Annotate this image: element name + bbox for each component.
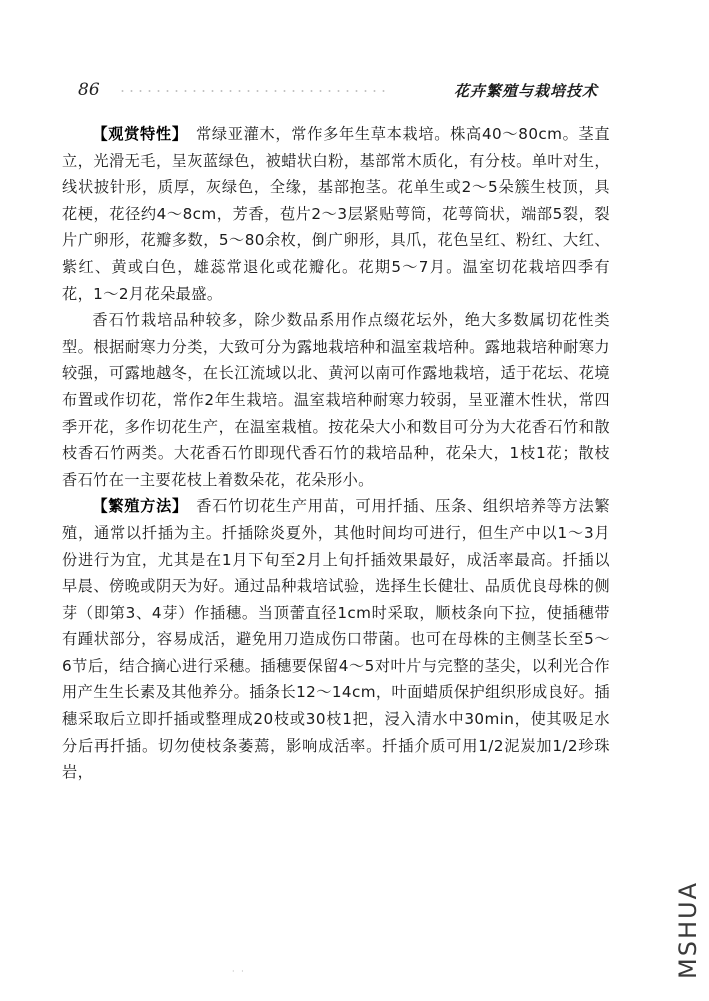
paragraph-text: 香石竹切花生产用苗，可用扦插、压条、组织培养等方法繁殖，通常以扦插为主。扦插除炎夏外，其他时间均可进行，但生产中以1～3月份进行为宜，尤其是在1月下旬至2月上旬扦插效果最好，成活率最高。扦插以早晨、傍晚或阴天为好。通过品种栽培试验，选择生长健壮、品质优良母株的侧芽（即第3、4芽）作插穗。当顶蕾直径1cm时采取，顺枝条向下拉，使插穗带有踵状部分，容易成活，避免用刀造成伤口带菌。也可在母株的主侧茎长至5～6节后，结合摘心进行采穗。插穗要保留4～5对叶片与完整的茎尖，以利光合作用产生生长素及其他养分。插条长12～14cm，叶面蜡质保护组织形成良好。插穗采取后立即扦插或整理成20枝或30枝1把，浸入清水中30min，使其吸足水分后再扦插。切勿使枝条萎蔫，影响成活率。扦插介质可用1/2泥炭加1/2珍珠岩，	[62, 497, 610, 782]
header-dot-rule	[118, 88, 388, 94]
running-title: 花卉繁殖与栽培技术	[453, 82, 598, 100]
page-number: 86	[78, 80, 100, 100]
watermark: MSHUA	[674, 881, 702, 979]
paragraph-text: 香石竹栽培品种较多，除少数品系用作点缀花坛外，绝大多数属切花性类型。根据耐寒力分类，大致可分为露地栽培种和温室栽培种。露地栽培种耐寒力较强，可露地越冬，在长江流域以北、黄河以南可作露地栽培，适于花坛、花境布置或作切花，常作2年生栽培。温室栽培种耐寒力较弱，呈亚灌木性状，常四季开花，多作切花生产，在温室栽植。按花朵大小和数目可分为大花香石竹和散枝香石竹两类。大花香石竹即现代香石竹的栽培品种，花朵大，1枝1花；散枝香石竹在一主要花枝上着数朵花，花朵形小。	[62, 311, 610, 489]
page-header	[78, 80, 598, 108]
section-heading-ornamental-features: 【观赏特性】	[92, 125, 181, 143]
paragraph-text: 常绿亚灌木，常作多年生草本栽培。株高40～80cm。茎直立，光滑无毛，呈灰蓝绿色，被蜡状白粉，基部常木质化，有分枝。单叶对生，线状披针形，质厚，灰绿色，全缘，基部抱茎。花单生或2～5朵簇生枝顶，具花梗，花径约4～8cm，芳香，苞片2～3层紧贴萼筒，花萼筒状，端部5裂，裂片广卵形，花瓣多数，5～80余枚，倒广卵形，具爪，花色呈红、粉红、大红、紫红、黄或白色，雄蕊常退化或花瓣化。花期5～7月。温室切花栽培四季有花，1～2月花朵最盛。	[62, 125, 610, 303]
paragraph-cultivars	[62, 307, 610, 493]
body-text	[62, 121, 610, 786]
paragraph-ornamental-features	[62, 121, 610, 307]
footer-specks: · ·	[232, 967, 246, 976]
section-heading-propagation: 【繁殖方法】	[92, 497, 181, 516]
paragraph-propagation	[62, 493, 610, 786]
